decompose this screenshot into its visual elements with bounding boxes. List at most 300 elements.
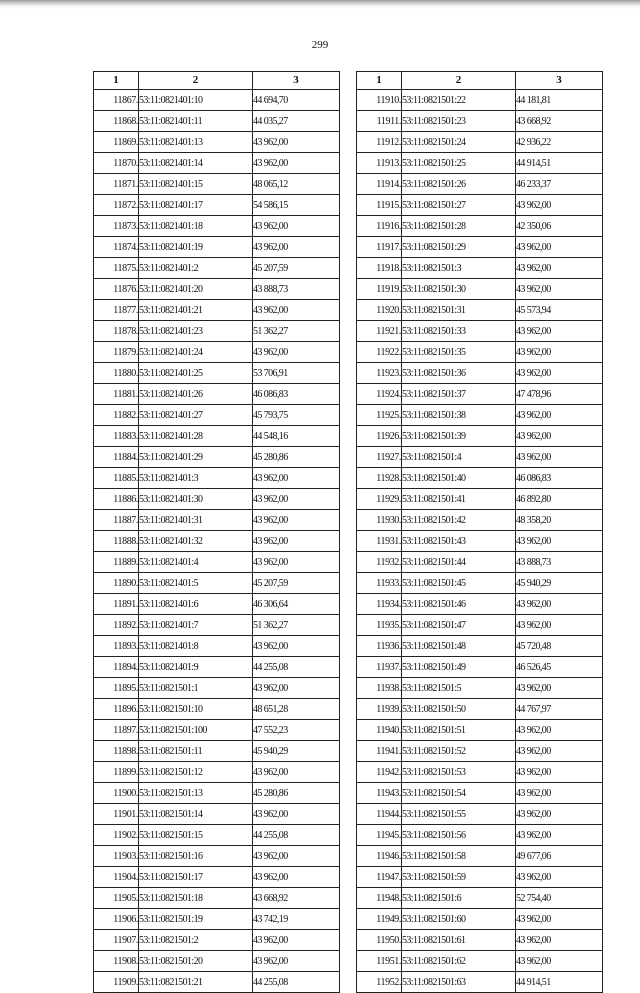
row-number: 11922. <box>357 342 402 363</box>
cadastral-value: 44 255,08 <box>253 972 340 993</box>
table-row <box>357 153 603 174</box>
cadastral-number: 53:11:0821501:54 <box>402 783 516 804</box>
table-row <box>94 825 340 846</box>
row-number: 11945. <box>357 825 402 846</box>
row-number: 11932. <box>357 552 402 573</box>
table-row <box>94 342 340 363</box>
row-number: 11921. <box>357 321 402 342</box>
cadastral-value: 47 552,23 <box>253 720 340 741</box>
row-number: 11928. <box>357 468 402 489</box>
cadastral-value: 43 962,00 <box>253 804 340 825</box>
left-register-table <box>93 71 340 993</box>
row-number: 11934. <box>357 594 402 615</box>
row-number: 11902. <box>94 825 139 846</box>
cadastral-value: 44 548,16 <box>253 426 340 447</box>
table-row <box>357 657 603 678</box>
table-row <box>94 426 340 447</box>
cadastral-value: 44 181,81 <box>516 90 603 111</box>
cadastral-number: 53:11:0821401:24 <box>139 342 253 363</box>
cadastral-value: 54 586,15 <box>253 195 340 216</box>
cadastral-value: 42 350,06 <box>516 216 603 237</box>
cadastral-number: 53:11:0821501:55 <box>402 804 516 825</box>
row-number: 11935. <box>357 615 402 636</box>
row-number: 11938. <box>357 678 402 699</box>
cadastral-value: 43 962,00 <box>253 216 340 237</box>
cadastral-value: 43 962,00 <box>253 678 340 699</box>
cadastral-value: 43 962,00 <box>516 237 603 258</box>
cadastral-value: 43 962,00 <box>516 783 603 804</box>
row-number: 11869. <box>94 132 139 153</box>
cadastral-number: 53:11:0821501:16 <box>139 846 253 867</box>
cadastral-number: 53:11:0821401:5 <box>139 573 253 594</box>
cadastral-number: 53:11:0821501:12 <box>139 762 253 783</box>
cadastral-number: 53:11:0821401:28 <box>139 426 253 447</box>
row-number: 11904. <box>94 867 139 888</box>
cadastral-number: 53:11:0821501:21 <box>139 972 253 993</box>
row-number: 11891. <box>94 594 139 615</box>
row-number: 11910. <box>357 90 402 111</box>
table-row <box>94 300 340 321</box>
row-number: 11884. <box>94 447 139 468</box>
row-number: 11900. <box>94 783 139 804</box>
row-number: 11898. <box>94 741 139 762</box>
row-number: 11939. <box>357 699 402 720</box>
cadastral-value: 49 677,06 <box>516 846 603 867</box>
cadastral-number: 53:11:0821501:61 <box>402 930 516 951</box>
cadastral-value: 43 962,00 <box>516 741 603 762</box>
row-number: 11948. <box>357 888 402 909</box>
table-row <box>357 237 603 258</box>
row-number: 11893. <box>94 636 139 657</box>
cadastral-value: 45 280,86 <box>253 447 340 468</box>
cadastral-number: 53:11:0821501:33 <box>402 321 516 342</box>
cadastral-number: 53:11:0821501:48 <box>402 636 516 657</box>
cadastral-number: 53:11:0821501:40 <box>402 468 516 489</box>
table-row <box>357 699 603 720</box>
cadastral-number: 53:11:0821501:23 <box>402 111 516 132</box>
cadastral-number: 53:11:0821401:30 <box>139 489 253 510</box>
cadastral-value: 43 962,00 <box>516 678 603 699</box>
cadastral-value: 48 358,20 <box>516 510 603 531</box>
row-number: 11899. <box>94 762 139 783</box>
row-number: 11906. <box>94 909 139 930</box>
cadastral-number: 53:11:0821501:24 <box>402 132 516 153</box>
row-number: 11950. <box>357 930 402 951</box>
row-number: 11926. <box>357 426 402 447</box>
column-header-cadastral: 2 <box>402 72 516 90</box>
cadastral-number: 53:11:0821501:17 <box>139 867 253 888</box>
cadastral-number: 53:11:0821501:41 <box>402 489 516 510</box>
table-row <box>357 195 603 216</box>
cadastral-value: 46 526,45 <box>516 657 603 678</box>
row-number: 11903. <box>94 846 139 867</box>
table-row <box>357 951 603 972</box>
row-number: 11918. <box>357 258 402 279</box>
cadastral-value: 51 362,27 <box>253 615 340 636</box>
table-row <box>94 909 340 930</box>
table-row <box>357 783 603 804</box>
table-row <box>94 741 340 762</box>
cadastral-number: 53:11:0821501:38 <box>402 405 516 426</box>
cadastral-value: 44 255,08 <box>253 657 340 678</box>
table-row <box>357 804 603 825</box>
cadastral-number: 53:11:0821501:36 <box>402 363 516 384</box>
cadastral-value: 43 962,00 <box>516 825 603 846</box>
cadastral-value: 43 962,00 <box>516 867 603 888</box>
cadastral-value: 42 936,22 <box>516 132 603 153</box>
cadastral-number: 53:11:0821501:18 <box>139 888 253 909</box>
row-number: 11909. <box>94 972 139 993</box>
row-number: 11916. <box>357 216 402 237</box>
cadastral-number: 53:11:0821501:19 <box>139 909 253 930</box>
row-number: 11871. <box>94 174 139 195</box>
cadastral-number: 53:11:0821401:27 <box>139 405 253 426</box>
cadastral-number: 53:11:0821501:37 <box>402 384 516 405</box>
row-number: 11895. <box>94 678 139 699</box>
cadastral-number: 53:11:0821401:20 <box>139 279 253 300</box>
cadastral-number: 53:11:0821501:51 <box>402 720 516 741</box>
cadastral-number: 53:11:0821401:2 <box>139 258 253 279</box>
page-number: 299 <box>311 39 329 51</box>
cadastral-number: 53:11:0821501:45 <box>402 573 516 594</box>
row-number: 11886. <box>94 489 139 510</box>
cadastral-number: 53:11:0821401:18 <box>139 216 253 237</box>
cadastral-value: 43 888,73 <box>253 279 340 300</box>
cadastral-value: 43 962,00 <box>516 720 603 741</box>
cadastral-value: 45 573,94 <box>516 300 603 321</box>
table-row <box>94 867 340 888</box>
cadastral-value: 43 962,00 <box>516 615 603 636</box>
cadastral-value: 43 742,19 <box>253 909 340 930</box>
cadastral-number: 53:11:0821501:14 <box>139 804 253 825</box>
cadastral-value: 43 668,92 <box>516 111 603 132</box>
cadastral-number: 53:11:0821501:43 <box>402 531 516 552</box>
row-number: 11913. <box>357 153 402 174</box>
cadastral-number: 53:11:0821501:35 <box>402 342 516 363</box>
cadastral-number: 53:11:0821501:100 <box>139 720 253 741</box>
table-row <box>357 678 603 699</box>
table-row <box>357 825 603 846</box>
scan-edge <box>0 0 640 9</box>
cadastral-value: 44 914,51 <box>516 153 603 174</box>
row-number: 11876. <box>94 279 139 300</box>
table-row <box>94 594 340 615</box>
cadastral-number: 53:11:0821401:15 <box>139 174 253 195</box>
row-number: 11894. <box>94 657 139 678</box>
cadastral-value: 43 962,00 <box>253 153 340 174</box>
cadastral-number: 53:11:0821501:13 <box>139 783 253 804</box>
cadastral-number: 53:11:0821501:26 <box>402 174 516 195</box>
cadastral-number: 53:11:0821501:39 <box>402 426 516 447</box>
row-number: 11943. <box>357 783 402 804</box>
table-row <box>94 111 340 132</box>
row-number: 11924. <box>357 384 402 405</box>
cadastral-value: 43 962,00 <box>253 342 340 363</box>
cadastral-number: 53:11:0821501:27 <box>402 195 516 216</box>
table-row <box>357 720 603 741</box>
cadastral-number: 53:11:0821401:26 <box>139 384 253 405</box>
row-number: 11942. <box>357 762 402 783</box>
table-row <box>357 552 603 573</box>
cadastral-number: 53:11:0821401:17 <box>139 195 253 216</box>
cadastral-number: 53:11:0821501:3 <box>402 258 516 279</box>
row-number: 11875. <box>94 258 139 279</box>
row-number: 11908. <box>94 951 139 972</box>
table-row <box>94 363 340 384</box>
table-row <box>94 678 340 699</box>
cadastral-value: 45 280,86 <box>253 783 340 804</box>
table-row <box>94 762 340 783</box>
cadastral-number: 53:11:0821501:63 <box>402 972 516 993</box>
row-number: 11870. <box>94 153 139 174</box>
row-number: 11929. <box>357 489 402 510</box>
cadastral-value: 53 706,91 <box>253 363 340 384</box>
cadastral-number: 53:11:0821501:30 <box>402 279 516 300</box>
row-number: 11917. <box>357 237 402 258</box>
cadastral-value: 45 207,59 <box>253 258 340 279</box>
cadastral-value: 43 962,00 <box>253 531 340 552</box>
cadastral-number: 53:11:0821501:10 <box>139 699 253 720</box>
table-row <box>94 90 340 111</box>
cadastral-number: 53:11:0821401:23 <box>139 321 253 342</box>
table-row <box>357 636 603 657</box>
cadastral-value: 43 962,00 <box>516 804 603 825</box>
cadastral-value: 43 962,00 <box>253 237 340 258</box>
column-header-value: 3 <box>516 72 603 90</box>
row-number: 11883. <box>94 426 139 447</box>
row-number: 11873. <box>94 216 139 237</box>
table-row <box>94 783 340 804</box>
cadastral-number: 53:11:0821501:49 <box>402 657 516 678</box>
table-row <box>94 888 340 909</box>
cadastral-value: 43 962,00 <box>253 636 340 657</box>
table-row <box>357 594 603 615</box>
row-number: 11936. <box>357 636 402 657</box>
table-row <box>357 972 603 993</box>
cadastral-value: 43 962,00 <box>253 930 340 951</box>
cadastral-number: 53:11:0821501:1 <box>139 678 253 699</box>
cadastral-number: 53:11:0821501:5 <box>402 678 516 699</box>
row-number: 11937. <box>357 657 402 678</box>
row-number: 11885. <box>94 468 139 489</box>
cadastral-number: 53:11:0821501:6 <box>402 888 516 909</box>
table-row <box>94 951 340 972</box>
table-row <box>357 930 603 951</box>
cadastral-number: 53:11:0821501:52 <box>402 741 516 762</box>
table-row <box>94 657 340 678</box>
table-row <box>94 279 340 300</box>
table-row <box>94 720 340 741</box>
table-row <box>357 510 603 531</box>
cadastral-number: 53:11:0821501:28 <box>402 216 516 237</box>
row-number: 11949. <box>357 909 402 930</box>
table-row <box>357 405 603 426</box>
table-row <box>94 174 340 195</box>
cadastral-number: 53:11:0821401:10 <box>139 90 253 111</box>
table-row <box>94 216 340 237</box>
cadastral-value: 43 962,00 <box>516 426 603 447</box>
right-register-table <box>356 71 603 993</box>
table-row <box>94 321 340 342</box>
cadastral-number: 53:11:0821501:42 <box>402 510 516 531</box>
table-row <box>94 405 340 426</box>
cadastral-value: 43 962,00 <box>253 867 340 888</box>
table-row <box>357 258 603 279</box>
header-row <box>357 72 603 90</box>
cadastral-value: 45 720,48 <box>516 636 603 657</box>
table-row <box>94 636 340 657</box>
cadastral-number: 53:11:0821401:14 <box>139 153 253 174</box>
table-row <box>357 762 603 783</box>
row-number: 11872. <box>94 195 139 216</box>
cadastral-value: 48 065,12 <box>253 174 340 195</box>
cadastral-number: 53:11:0821501:4 <box>402 447 516 468</box>
cadastral-value: 46 086,83 <box>253 384 340 405</box>
table-row <box>94 510 340 531</box>
row-number: 11927. <box>357 447 402 468</box>
cadastral-value: 44 694,70 <box>253 90 340 111</box>
row-number: 11925. <box>357 405 402 426</box>
table-row <box>94 237 340 258</box>
header-row <box>94 72 340 90</box>
row-number: 11882. <box>94 405 139 426</box>
column-header-number: 1 <box>357 72 402 90</box>
row-number: 11867. <box>94 90 139 111</box>
row-number: 11930. <box>357 510 402 531</box>
row-number: 11905. <box>94 888 139 909</box>
row-number: 11890. <box>94 573 139 594</box>
cadastral-number: 53:11:0821501:62 <box>402 951 516 972</box>
cadastral-value: 44 035,27 <box>253 111 340 132</box>
table-row <box>357 573 603 594</box>
table-row <box>94 468 340 489</box>
cadastral-value: 44 767,97 <box>516 699 603 720</box>
table-row <box>94 972 340 993</box>
cadastral-number: 53:11:0821501:44 <box>402 552 516 573</box>
table-row <box>94 132 340 153</box>
row-number: 11878. <box>94 321 139 342</box>
table-row <box>357 489 603 510</box>
table-row <box>357 846 603 867</box>
cadastral-value: 43 962,00 <box>253 468 340 489</box>
row-number: 11912. <box>357 132 402 153</box>
row-number: 11879. <box>94 342 139 363</box>
table-row <box>357 174 603 195</box>
row-number: 11881. <box>94 384 139 405</box>
table-row <box>94 552 340 573</box>
cadastral-value: 43 962,00 <box>516 930 603 951</box>
cadastral-value: 48 651,28 <box>253 699 340 720</box>
cadastral-number: 53:11:0821401:25 <box>139 363 253 384</box>
cadastral-value: 43 962,00 <box>253 951 340 972</box>
cadastral-value: 51 362,27 <box>253 321 340 342</box>
table-row <box>357 300 603 321</box>
column-header-number: 1 <box>94 72 139 90</box>
cadastral-value: 43 888,73 <box>516 552 603 573</box>
cadastral-value: 43 962,00 <box>516 258 603 279</box>
cadastral-value: 43 668,92 <box>253 888 340 909</box>
table-row <box>94 531 340 552</box>
cadastral-value: 45 940,29 <box>253 741 340 762</box>
cadastral-number: 53:11:0821501:56 <box>402 825 516 846</box>
cadastral-number: 53:11:0821501:22 <box>402 90 516 111</box>
cadastral-number: 53:11:0821501:47 <box>402 615 516 636</box>
cadastral-number: 53:11:0821501:15 <box>139 825 253 846</box>
cadastral-number: 53:11:0821401:6 <box>139 594 253 615</box>
row-number: 11907. <box>94 930 139 951</box>
cadastral-number: 53:11:0821501:2 <box>139 930 253 951</box>
table-row <box>94 447 340 468</box>
cadastral-number: 53:11:0821501:11 <box>139 741 253 762</box>
table-row <box>357 384 603 405</box>
cadastral-value: 43 962,00 <box>516 762 603 783</box>
table-row <box>94 573 340 594</box>
table-row <box>357 447 603 468</box>
cadastral-value: 46 233,37 <box>516 174 603 195</box>
table-row <box>357 426 603 447</box>
cadastral-value: 43 962,00 <box>516 405 603 426</box>
table-row <box>94 804 340 825</box>
row-number: 11947. <box>357 867 402 888</box>
cadastral-number: 53:11:0821501:29 <box>402 237 516 258</box>
row-number: 11887. <box>94 510 139 531</box>
cadastral-number: 53:11:0821501:60 <box>402 909 516 930</box>
cadastral-number: 53:11:0821401:31 <box>139 510 253 531</box>
table-row <box>357 888 603 909</box>
row-number: 11868. <box>94 111 139 132</box>
table-row <box>357 279 603 300</box>
cadastral-number: 53:11:0821501:58 <box>402 846 516 867</box>
cadastral-number: 53:11:0821501:31 <box>402 300 516 321</box>
cadastral-value: 43 962,00 <box>516 909 603 930</box>
row-number: 11901. <box>94 804 139 825</box>
cadastral-number: 53:11:0821501:46 <box>402 594 516 615</box>
cadastral-number: 53:11:0821401:9 <box>139 657 253 678</box>
cadastral-value: 46 086,83 <box>516 468 603 489</box>
cadastral-value: 43 962,00 <box>516 594 603 615</box>
table-row <box>94 846 340 867</box>
row-number: 11896. <box>94 699 139 720</box>
cadastral-value: 43 962,00 <box>516 447 603 468</box>
cadastral-value: 43 962,00 <box>253 300 340 321</box>
cadastral-value: 43 962,00 <box>253 846 340 867</box>
row-number: 11888. <box>94 531 139 552</box>
table-row <box>94 258 340 279</box>
table-row <box>94 384 340 405</box>
table-row <box>357 615 603 636</box>
table-row <box>357 216 603 237</box>
cadastral-value: 45 940,29 <box>516 573 603 594</box>
row-number: 11946. <box>357 846 402 867</box>
column-header-cadastral: 2 <box>139 72 253 90</box>
cadastral-number: 53:11:0821501:50 <box>402 699 516 720</box>
cadastral-number: 53:11:0821401:19 <box>139 237 253 258</box>
cadastral-number: 53:11:0821401:8 <box>139 636 253 657</box>
row-number: 11919. <box>357 279 402 300</box>
cadastral-number: 53:11:0821501:20 <box>139 951 253 972</box>
row-number: 11874. <box>94 237 139 258</box>
cadastral-value: 43 962,00 <box>253 552 340 573</box>
cadastral-value: 43 962,00 <box>253 489 340 510</box>
cadastral-value: 46 306,64 <box>253 594 340 615</box>
row-number: 11897. <box>94 720 139 741</box>
cadastral-number: 53:11:0821501:25 <box>402 153 516 174</box>
row-number: 11933. <box>357 573 402 594</box>
row-number: 11952. <box>357 972 402 993</box>
table-row <box>357 132 603 153</box>
row-number: 11944. <box>357 804 402 825</box>
cadastral-value: 44 914,51 <box>516 972 603 993</box>
